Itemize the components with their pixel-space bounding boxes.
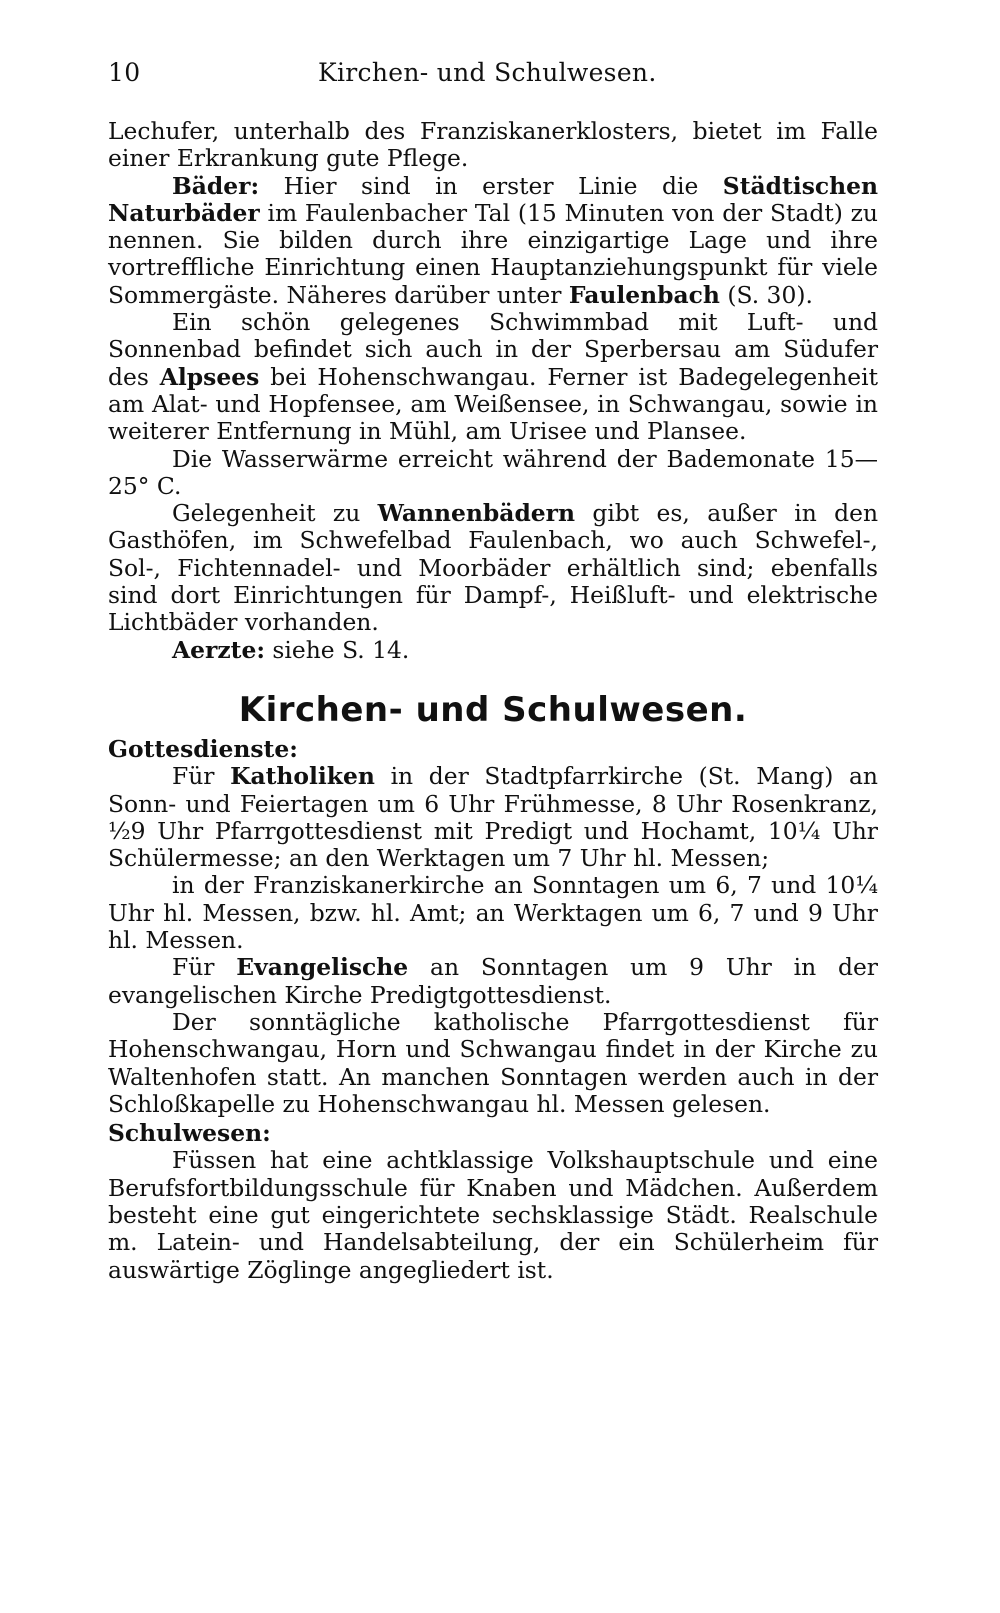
- paragraph-katholiken: Für Katholiken in der Stadtpfarrkirche (St. Mang) an Sonn- und Feiertagen um 6 Uhr Frühmesse, 8 Uhr Rosenkranz, ½9 Uhr Pfarrgottesdienst mit Predigt und Hochamt, 10¼ Uhr Schülermesse; an den Werktagen um 7 Uhr hl. Messen;: [108, 762, 878, 873]
- term-evangelische: Evangelische: [236, 953, 409, 982]
- term-faulenbach: Faulenbach: [568, 280, 720, 309]
- term-alpsees: Alpsees: [159, 362, 260, 391]
- paragraph-franziskanerkirche: in der Franziskanerkirche an Sonntagen um 6, 7 und 10¼ Uhr hl. Messen, bzw. hl. Amt; an Werktagen um 6, 7 und 9 Uhr hl. Messen.: [108, 871, 878, 955]
- paragraph-wannenbaeder: Gelegenheit zu Wannenbädern gibt es, außer in den Gasthöfen, im Schwefelbad Faulenbach, wo auch Schwefel-, Sol-, Fichtennadel- und Moorbäder erhältlich sind; ebenfalls sind dort Einrichtungen für Dampf-, Heißluft- und elektrische Lichtbäder vorhanden.: [108, 499, 879, 637]
- label-baeder: Bäder:: [172, 171, 260, 200]
- term-katholiken: Katholiken: [230, 762, 375, 791]
- paragraph-baeder: Bäder: Hier sind in erster Linie die Städtischen Naturbäder im Faulenbacher Tal (15 Minuten von der Stadt) zu nennen. Sie bilden durch ihre einzigartige Lage und ihre vortreffliche Einrichtung einen Hauptanziehungspunkt für viele Sommergäste. Näheres darüber unter Faulenbach (S. 30).: [108, 171, 878, 309]
- running-title: Kirchen- und Schulwesen.: [318, 58, 657, 87]
- label-aerzte: Aerzte:: [172, 635, 265, 664]
- page-number: 10: [108, 58, 141, 87]
- term-wannenbaeder: Wannenbädern: [377, 499, 576, 528]
- paragraph-wasserwaerme: Die Wasserwärme erreicht während der Bademonate 15—25° C.: [108, 444, 878, 500]
- section-title: Kirchen- und Schulwesen.: [238, 689, 748, 730]
- paragraph-schulen: Füssen hat eine achtklassige Volkshauptschule und eine Berufsfortbildungsschule für Knaben und Mädchen. Außerdem besteht eine gut eingerichtete sechsklassige Städt. Realschule m. Latein- und Handelsabteilung, der ein Schülerheim für auswärtige Zöglinge angegliedert ist.: [108, 1146, 878, 1284]
- paragraph-aerzte: Aerzte: siehe S. 14.: [172, 635, 410, 664]
- subheading-gottesdienste: Gottesdienste:: [108, 734, 298, 763]
- paragraph-hospital: Lechufer, unterhalb des Franziskanerklosters, bietet im Falle einer Erkrankung gute Pflege.: [108, 117, 878, 173]
- paragraph-schwimmbad: Ein schön gelegenes Schwimmbad mit Luft- und Sonnenbad befindet sich auch in der Sperbersau am Südufer des Alpsees bei Hohenschwangau. Ferner ist Badegelegenheit am Alat- und Hopfensee, am Weißensee, in Schwangau, sowie in weiterer Entfernung in Mühl, am Urisee und Plansee.: [108, 308, 878, 446]
- term-naturbaeder: Städtischen Naturbäder: [108, 171, 878, 227]
- paragraph-sonntaeglich: Der sonntägliche katholische Pfarrgottesdienst für Hohenschwangau, Horn und Schwangau findet in der Kirche zu Waltenhofen statt. An manchen Sonntagen werden auch in der Schloßkapelle zu Hohenschwangau hl. Messen gelesen.: [108, 1007, 878, 1118]
- subheading-schulwesen: Schulwesen:: [108, 1119, 271, 1148]
- body-text: [108, 118, 878, 1284]
- paragraph-evangelische: Für Evangelische an Sonntagen um 9 Uhr in der evangelischen Kirche Predigtgottesdienst.: [108, 953, 878, 1009]
